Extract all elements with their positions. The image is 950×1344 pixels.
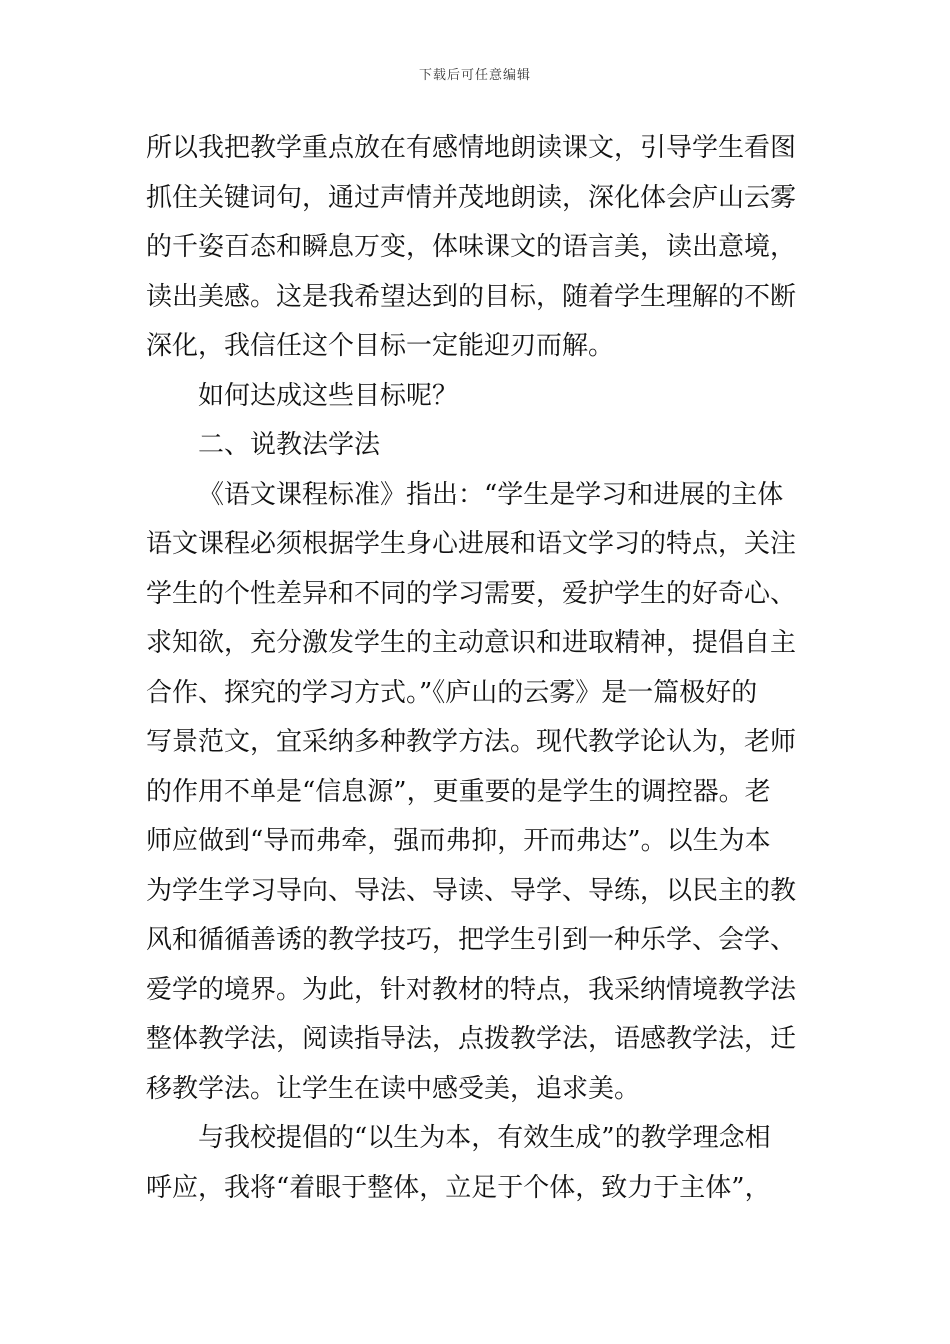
text-line: 呼应，我将“着眼于整体，立足于个体，致力于主体”， [146, 1172, 771, 1203]
text-line: 深化，我信任这个目标一定能迎刃而解。 [146, 331, 615, 361]
text-line: 合作、探究的学习方式。”《庐山的云雾》是一篇极好的 [146, 677, 758, 708]
text-line: 爱学的境界。为此，针对教材的特点，我采纳情境教学法 [146, 974, 797, 1005]
section-heading: 二、说教法学法 [198, 430, 381, 460]
text-line: 写景范文，宜采纳多种教学方法。现代教学论认为，老师 [146, 727, 797, 757]
page-header: 下载后可任意编辑 [418, 68, 531, 83]
text-line: 求知欲，充分激发学生的主动意识和进取精神，提倡自主 [146, 628, 797, 658]
text-line: 读出美感。这是我希望达到的目标，随着学生理解的不断 [146, 281, 797, 312]
text-line: 师应做到“导而弗牵，强而弗抑，开而弗达”。以生为本 [146, 826, 771, 856]
text-line: 学生的个性差异和不同的学习需要，爱护学生的好奇心、 [146, 578, 797, 609]
text-line: 如何达成这些目标呢？ [198, 380, 459, 411]
text-line: 语文课程必须根据学生身心进展和语文学习的特点，关注 [146, 529, 797, 559]
text-line: 移教学法。让学生在读中感受美，追求美。 [146, 1073, 641, 1104]
text-line: 的作用不单是“信息源”，更重要的是学生的调控器。老 [146, 776, 771, 807]
text-line: 整体教学法，阅读指导法，点拨教学法，语感教学法，迁 [146, 1024, 797, 1054]
text-line: 所以我把教学重点放在有感情地朗读课文，引导学生看图 [146, 133, 797, 163]
text-line: 抓住关键词句，通过声情并茂地朗读，深化体会庐山云雾 [146, 182, 797, 213]
text-line: 风和循循善诱的教学技巧，把学生引到一种乐学、会学、 [146, 925, 797, 955]
text-line: 为学生学习导向、导法、导读、导学、导练，以民主的教 [146, 875, 797, 906]
document-body [146, 124, 808, 1213]
text-line: 《语文课程标准》指出：“学生是学习和进展的主体 [198, 479, 784, 510]
text-line: 的千姿百态和瞬息万变，体味课文的语言美，读出意境， [146, 232, 797, 262]
text-line: 与我校提倡的“以生为本，有效生成”的教学理念相 [198, 1123, 771, 1153]
